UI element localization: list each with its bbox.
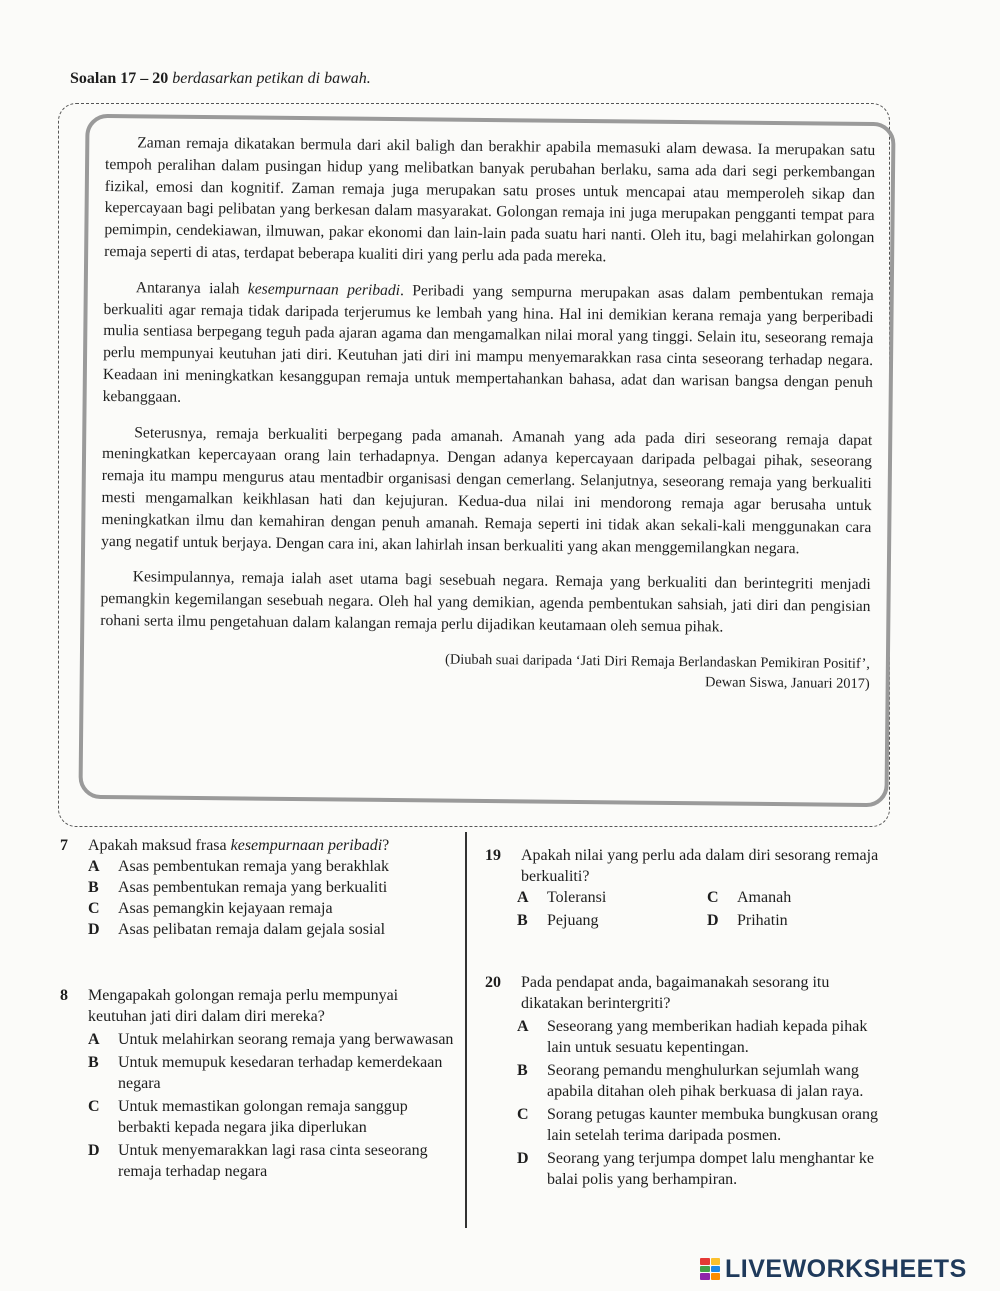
passage-source: (Diubah suai daripada ‘Jati Diri Remaja Berlandaskan Pemikiran Positif’, Dewan Siswa, Januari 2017) [445, 651, 870, 692]
passage-paragraph-1: Zaman remaja dikatakan bermula dari akil baligh dan berakhir apabila memasuki alam dewasa. Ia merupakan satu tempoh peralihan dalam pusingan hidup yang melibatkan banyak perubahan berlaku, sama ada dari segi perkembangan fizikal, emosi dan kognitif. Zaman remaja juga merupakan satu proses untuk mencapai atau memperoleh sikap dan kepercayaan bagi pelibatan yang berkesan dalam masyarakat. Golongan remaja ini juga merupakan pengganti tempat para pemimpin, cendekiawan, ilmuwan, pakar ekonomi dan lain-lain pada suatu hari nanti. Oleh itu, bagi melahirkan golongan remaja seperti di atas, terdapat beberapa kualiti diri yang perlu ada pada mereka. [104, 134, 876, 266]
liveworksheets-logo[interactable] [700, 1256, 967, 1282]
passage-paragraph-4: Kesimpulannya, remaja ialah aset utama bagi sesebuah negara. Remaja yang berkualiti dan berintegriti menjadi pemangkin kegemilangan sesebuah negara. Oleh hal yang demikian, agenda pembentukan sahsiah, jati diri dan pengisian rohani serta ilmu pengetahuan dalam kalangan remaja perlu dijadikan keutamaan oleh semua pihak. [100, 568, 871, 636]
option-c[interactable]: C Sorang petugas kaunter membuka bungkusan orang lain setelah terima daripada posmen. [517, 1106, 879, 1144]
question-text: Apakah nilai yang perlu ada dalam diri sesorang remaja berkualiti? [521, 847, 879, 885]
question-number: 7 [60, 837, 68, 854]
option-c[interactable]: C Untuk memastikan golongan remaja sanggup berbakti kepada negara jika diperlukan [88, 1098, 408, 1136]
question-18 [60, 985, 455, 1182]
option-a[interactable]: A Asas pembentukan remaja yang berakhlak [88, 858, 390, 875]
heading-instruction: berdasarkan petikan di bawah. [172, 70, 371, 87]
option-c[interactable]: C Amanah [707, 889, 792, 906]
option-b[interactable]: B Pejuang [517, 912, 599, 929]
option-a[interactable]: A Untuk melahirkan seorang remaja yang berwawasan [88, 1031, 454, 1048]
option-a[interactable]: A Seseorang yang memberikan hadiah kepada pihak lain untuk sesuatu kepentingan. [517, 1018, 868, 1056]
question-number: 20 [485, 974, 501, 991]
column-divider [465, 832, 467, 1228]
key-phrase: kesempurnaan peribadi [247, 280, 401, 299]
question-text: Pada pendapat anda, bagaimanakah sesorang itu dikatakan berintergriti? [521, 974, 830, 1012]
question-number: 19 [485, 847, 501, 864]
question-number: 8 [60, 987, 68, 1004]
option-d[interactable]: D Asas pelibatan remaja dalam gejala sosial [88, 921, 386, 938]
question-20 [485, 972, 890, 1190]
option-b[interactable]: B Asas pembentukan remaja yang berkualiti [88, 879, 388, 896]
option-d[interactable]: D Prihatin [707, 912, 788, 929]
question-17 [60, 835, 460, 940]
section-heading [70, 70, 371, 88]
passage-box [78, 114, 895, 807]
question-text: Apakah maksud frasa kesempurnaan peribadi? [88, 837, 390, 854]
option-c[interactable]: C Asas pemangkin kejayaan remaja [88, 900, 333, 917]
option-b[interactable]: B Seorang pemandu menghulurkan sejumlah wang apabila ditahan oleh pihak berkuasa di jalan raya. [517, 1062, 864, 1100]
question-text: Mengapakah golongan remaja perlu mempunyai keutuhan jati diri dalam diri mereka? [88, 987, 399, 1025]
passage-paragraph-3: Seterusnya, remaja berkualiti berpegang pada amanah. Amanah yang ada pada diri seseorang remaja dapat meningkatkan kepercayaan orang lain terhadapnya. Dengan adanya kepercayaan daripada pelbagai pihak, seseorang remaja itu mampu mengurus atau mentadbir organisasi dengan cemerlang. Selanjutnya, seseorang remaja yang berkualiti mesti mengamalkan keikhlasan hati dan kejujuran. Kedua-dua nilai ini mendorong remaja agar berusaha untuk meningkatkan ilmu dan kemahiran dengan penuh amanah. Remaja seperti ini tidak akan sekali-kali menggunakan cara yang negatif untuk berjaya. Dengan cara ini, akan lahirlah insan berkualiti yang akan menggemilangkan negara. [101, 423, 873, 557]
option-d[interactable]: D Seorang yang terjumpa dompet lalu menghantar ke balai polis yang berhampiran. [517, 1150, 875, 1188]
question-19 [485, 845, 895, 931]
option-grid [517, 887, 895, 931]
passage-paragraph-2: Antaranya ialah kesempurnaan peribadi. Peribadi yang sempurna merupakan asas dalam pembentukan remaja berkualiti agar remaja tidak daripada terjerumus ke lembah yang hina. Hal ini demikian kerana remaja yang berperibadi mulia sentiasa berpegang teguh pada ajaran agama dan mengamalkan nilai moral yang tinggi. Selain itu, seseorang remaja perlu mempunyai keutuhan jati diri. Keutuhan jati diri ini mampu menyemarakkan rasa cinta seseorang terhadap negara. Keadaan ini meningkatkan kesanggupan remaja untuk mempertahankan bahasa, adat dan warisan bangsa dengan penuh kebanggaan. [102, 279, 874, 406]
option-d[interactable]: D Untuk menyemarakkan lagi rasa cinta seseorang remaja terhadap negara [88, 1142, 428, 1180]
question-range: Soalan 17 – 20 [70, 70, 169, 87]
option-a[interactable]: A Toleransi [517, 889, 607, 906]
liveworksheets-logo-icon [700, 1258, 720, 1280]
option-b[interactable]: B Untuk memupuk kesedaran terhadap kemerdekaan negara [88, 1054, 443, 1092]
logo-text: LIVEWORKSHEETS [725, 1254, 967, 1283]
